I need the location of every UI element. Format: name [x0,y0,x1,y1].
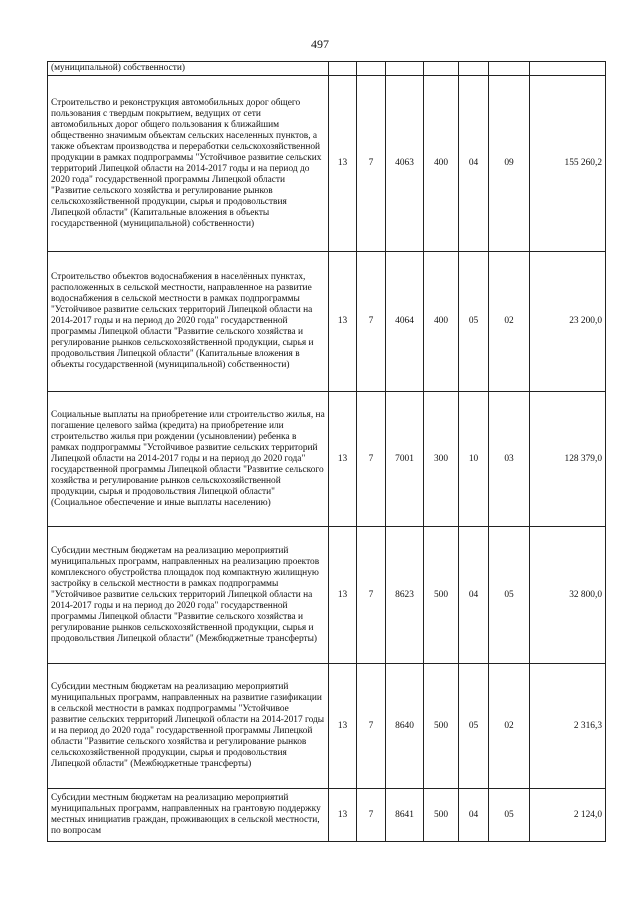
section-code: 10 [459,392,489,527]
section-code: 04 [459,527,489,664]
direction-code: 7001 [386,392,424,527]
section-code: 04 [459,76,489,252]
amount: 155 260,2 [530,76,606,252]
subsection-code: 09 [489,76,530,252]
budget-table [47,61,606,842]
row-description: Субсидии местным бюджетам на реализацию мероприятий муниципальных программ, направленных на развитие газификации в сельской местности в рамках подпрограммы "Устойчивое развитие сельских территорий Липецкой области на 2014-2017 годы и на период до 2020 года" государственной программы Липецкой области "Развитие сельского хозяйства и регулирование рынков сельскохозяйственной продукции, сырья и продовольствия Липецкой области" (Межбюджетные трансферты) [48,664,329,789]
amount: 23 200,0 [530,252,606,392]
expense-type-code: 400 [424,252,459,392]
direction-code [386,62,424,76]
program-code: 13 [329,789,357,842]
page-number: 497 [311,37,329,51]
subprogram-code: 7 [357,252,386,392]
direction-code: 8641 [386,789,424,842]
program-code: 13 [329,76,357,252]
program-code: 13 [329,252,357,392]
row-description: Субсидии местным бюджетам на реализацию мероприятий муниципальных программ, направленных на реализацию проектов комплексного обустройства площадок под компактную жилищную застройку в сельской местности в рамках подпрограммы "Устойчивое развитие сельских территорий Липецкой области на 2014-2017 годы и на период до 2020 года" государственной программы Липецкой области "Развитие сельского хозяйства и регулирование рынков сельскохозяйственной продукции, сырья и продовольствия Липецкой области" (Межбюджетные трансферты) [48,527,329,664]
subprogram-code: 7 [357,392,386,527]
subsection-code: 05 [489,527,530,664]
expense-type-code: 400 [424,76,459,252]
table-row [48,392,606,527]
direction-code: 8640 [386,664,424,789]
section-code: 04 [459,789,489,842]
table-row [48,664,606,789]
expense-type-code: 300 [424,392,459,527]
table-row [48,527,606,664]
row-description: Строительство и реконструкция автомобильных дорог общего пользования с твердым покрытием, ведущих от сети автомобильных дорог общего пользования к ближайшим общественно значимым объектам сельских населенных пунктов, а также объектам производства и переработки сельскохозяйственной продукции в рамках подпрограммы "Устойчивое развитие сельских территорий Липецкой области на 2014-2017 годы и на период до 2020 года" государственной программы Липецкой области "Развитие сельского хозяйства и регулирование рынков сельскохозяйственной продукции, сырья и продовольствия Липецкой области" (Капитальные вложения в объекты государственной (муниципальной) собственности) [48,76,329,252]
direction-code: 8623 [386,527,424,664]
program-code: 13 [329,664,357,789]
amount: 128 379,0 [530,392,606,527]
table-row [48,252,606,392]
program-code: 13 [329,392,357,527]
expense-type-code: 500 [424,789,459,842]
subsection-code [489,62,530,76]
program-code [329,62,357,76]
direction-code: 4063 [386,76,424,252]
section-code [459,62,489,76]
expense-type-code: 500 [424,664,459,789]
subsection-code: 03 [489,392,530,527]
subprogram-code [357,62,386,76]
program-code: 13 [329,527,357,664]
row-description: Социальные выплаты на приобретение или строительство жилья, на погашение целевого займа (кредита) на приобретение или строительство жилья при рождении (усыновлении) ребенка в рамках подпрограммы "Устойчивое развитие сельских территорий Липецкой области на 2014-2017 годы и на период до 2020 года" государственной программы Липецкой области "Развитие сельского хозяйства и регулирование рынков сельскохозяйственной продукции, сырья и продовольствия Липецкой области" (Социальное обеспечение и иные выплаты населению) [48,392,329,527]
subprogram-code: 7 [357,789,386,842]
table-row [48,76,606,252]
direction-code: 4064 [386,252,424,392]
section-code: 05 [459,664,489,789]
amount: 2 316,3 [530,664,606,789]
row-description: Субсидии местным бюджетам на реализацию мероприятий муниципальных программ, направленных на грантовую поддержку местных инициатив граждан, проживающих в сельской местности, по вопросам [48,789,329,842]
section-code: 05 [459,252,489,392]
row-description: Строительство объектов водоснабжения в населённых пунктах, расположенных в сельской местности, направленное на развитие водоснабжения в сельской местности в рамках подпрограммы "Устойчивое развитие сельских территорий Липецкой области на 2014-2017 годы и на период до 2020 года" государственной программы Липецкой области "Развитие сельского хозяйства и регулирование рынков сельскохозяйственной продукции, сырья и продовольствия Липецкой области" (Капитальные вложения в объекты государственной (муниципальной) собственности) [48,252,329,392]
amount: 2 124,0 [530,789,606,842]
row-description: (муниципальной) собственности) [48,62,329,76]
amount [530,62,606,76]
subsection-code: 02 [489,252,530,392]
subprogram-code: 7 [357,664,386,789]
subprogram-code: 7 [357,527,386,664]
expense-type-code [424,62,459,76]
subsection-code: 05 [489,789,530,842]
table-row [48,62,606,76]
subsection-code: 02 [489,664,530,789]
subprogram-code: 7 [357,76,386,252]
expense-type-code: 500 [424,527,459,664]
amount: 32 800,0 [530,527,606,664]
table-row [48,789,606,842]
